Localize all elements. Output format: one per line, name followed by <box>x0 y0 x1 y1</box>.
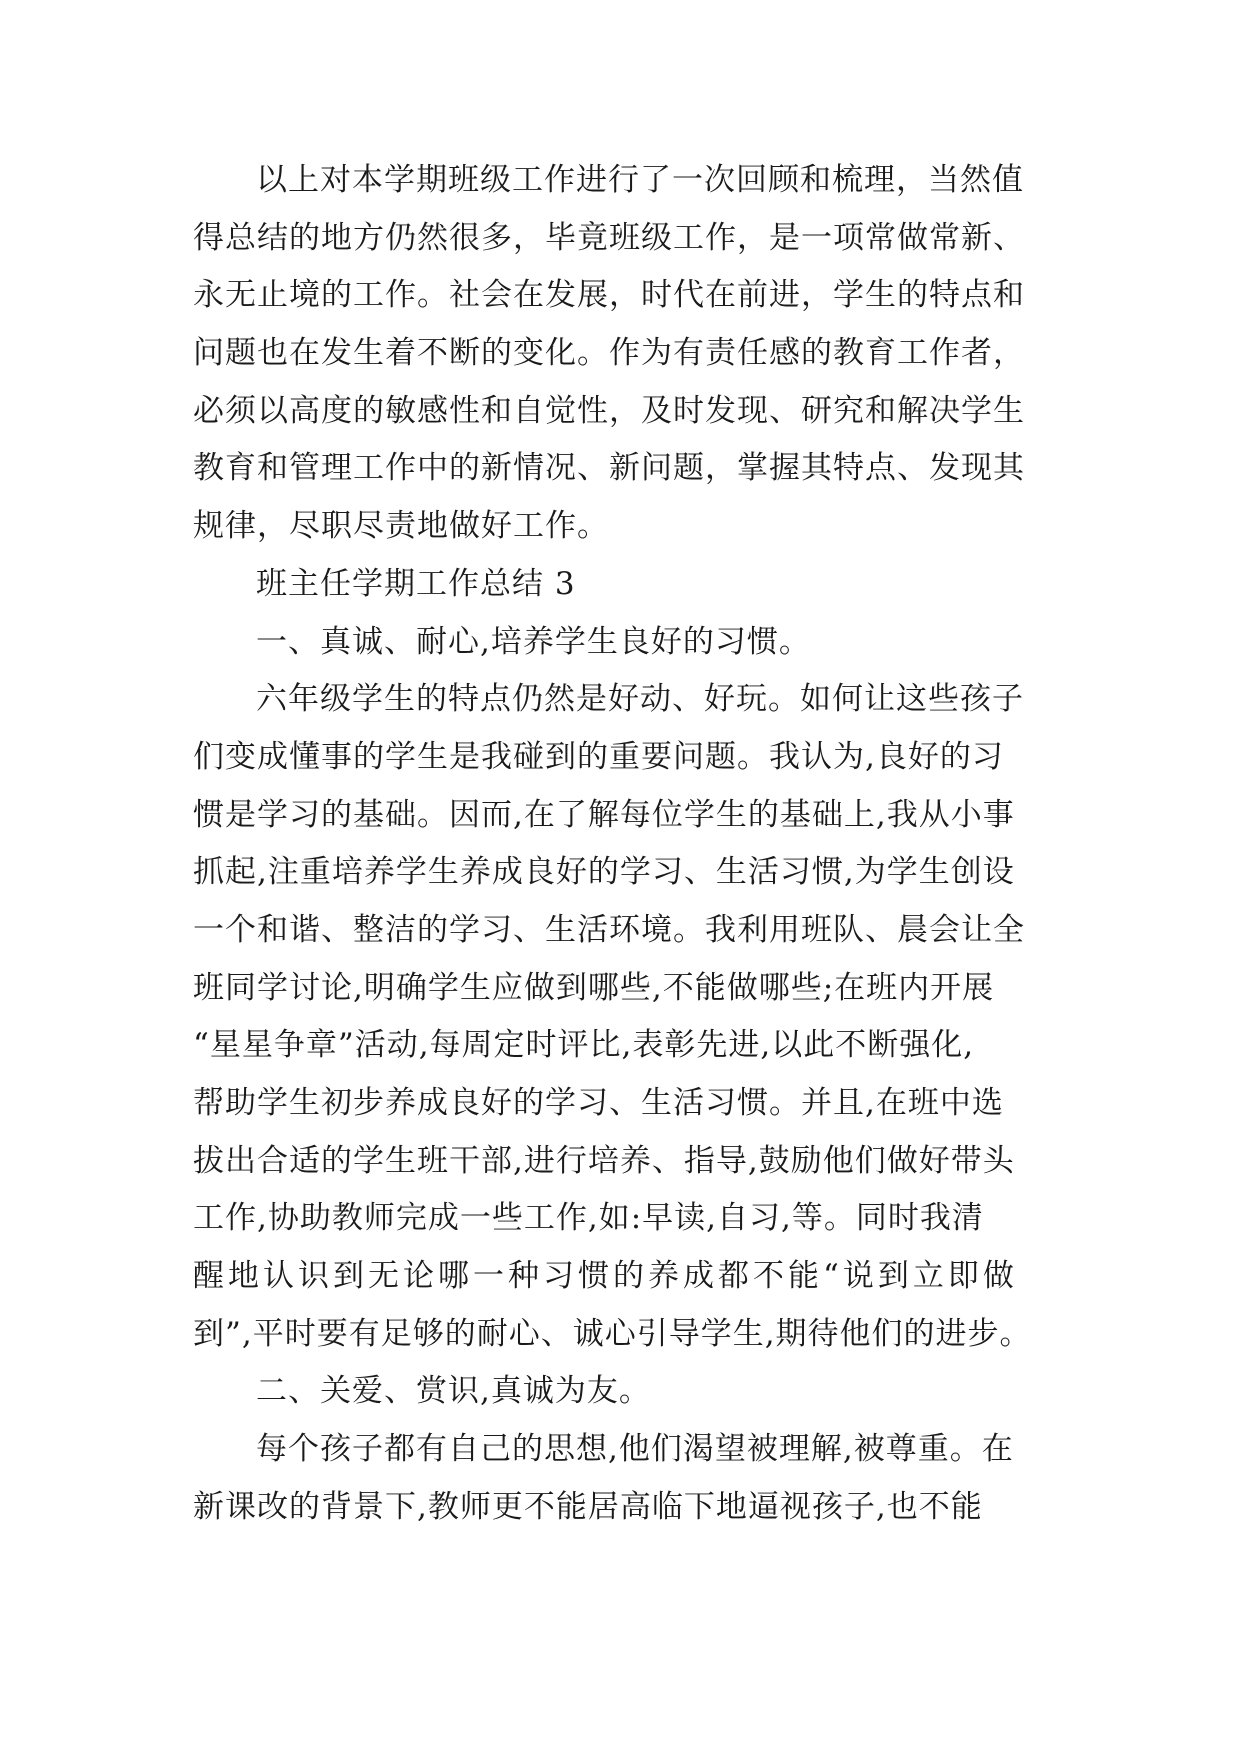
paragraph-line: 得总结的地方仍然很多，毕竟班级工作，是一项常做常新、 <box>193 219 1025 256</box>
paragraph-line: 永无止境的工作。社会在发展，时代在前进，学生的特点和 <box>193 277 1025 314</box>
section-heading: 一、真诚、耐心,培养学生良好的习惯。 <box>256 623 811 660</box>
paragraph-line: 每个孩子都有自己的思想,他们渴望被理解,被尊重。在 <box>256 1431 1014 1468</box>
document-body <box>193 152 1055 1537</box>
section-title: 班主任学期工作总结 3 <box>256 565 576 602</box>
paragraph-line: 惯是学习的基础。因而,在了解每位学生的基础上,我从小事 <box>193 796 1015 833</box>
paragraph-line: 教育和管理工作中的新情况、新问题，掌握其特点、发现其 <box>193 450 1025 487</box>
paragraph-line: 拔出合适的学生班干部,进行培养、指导,鼓励他们做好带头 <box>193 1142 1015 1179</box>
paragraph-line: 帮助学生初步养成良好的学习、生活习惯。并且,在班中选 <box>193 1085 1004 1121</box>
paragraph-line: 问题也在发生着不断的变化。作为有责任感的教育工作者， <box>193 335 1025 372</box>
paragraph-line: 醒地认识到无论哪一种习惯的养成都不能“说到立即做 <box>193 1258 1018 1295</box>
paragraph-line: 们变成懂事的学生是我碰到的重要问题。我认为,良好的习 <box>193 738 1004 775</box>
paragraph-line: 班同学讨论,明确学生应做到哪些,不能做哪些;在班内开展 <box>193 969 995 1006</box>
paragraph-line: 六年级学生的特点仍然是好动、好玩。如何让这些孩子 <box>256 681 1024 718</box>
paragraph-line: 抓起,注重培养学生养成良好的学习、生活习惯,为学生创设 <box>193 854 1015 891</box>
paragraph-line: 必须以高度的敏感性和自觉性，及时发现、研究和解决学生 <box>193 392 1025 429</box>
paragraph-line: 一个和谐、整洁的学习、生活环境。我利用班队、晨会让全 <box>193 911 1025 948</box>
paragraph-line: 以上对本学期班级工作进行了一次回顾和梳理，当然值 <box>256 162 1024 198</box>
paragraph-line: 工作,协助教师完成一些工作,如:早读,自习,等。同时我清 <box>193 1200 984 1237</box>
paragraph-line: 到”,平时要有足够的耐心、诚心引导学生,期待他们的进步。 <box>193 1315 1032 1352</box>
paragraph-line: “星星争章”活动,每周定时评比,表彰先进,以此不断强化, <box>193 1027 975 1064</box>
paragraph-line: 新课改的背景下,教师更不能居高临下地逼视孩子,也不能 <box>193 1488 983 1525</box>
paragraph-line: 规律，尽职尽责地做好工作。 <box>193 508 609 545</box>
section-heading: 二、关爱、赏识,真诚为友。 <box>256 1373 651 1410</box>
